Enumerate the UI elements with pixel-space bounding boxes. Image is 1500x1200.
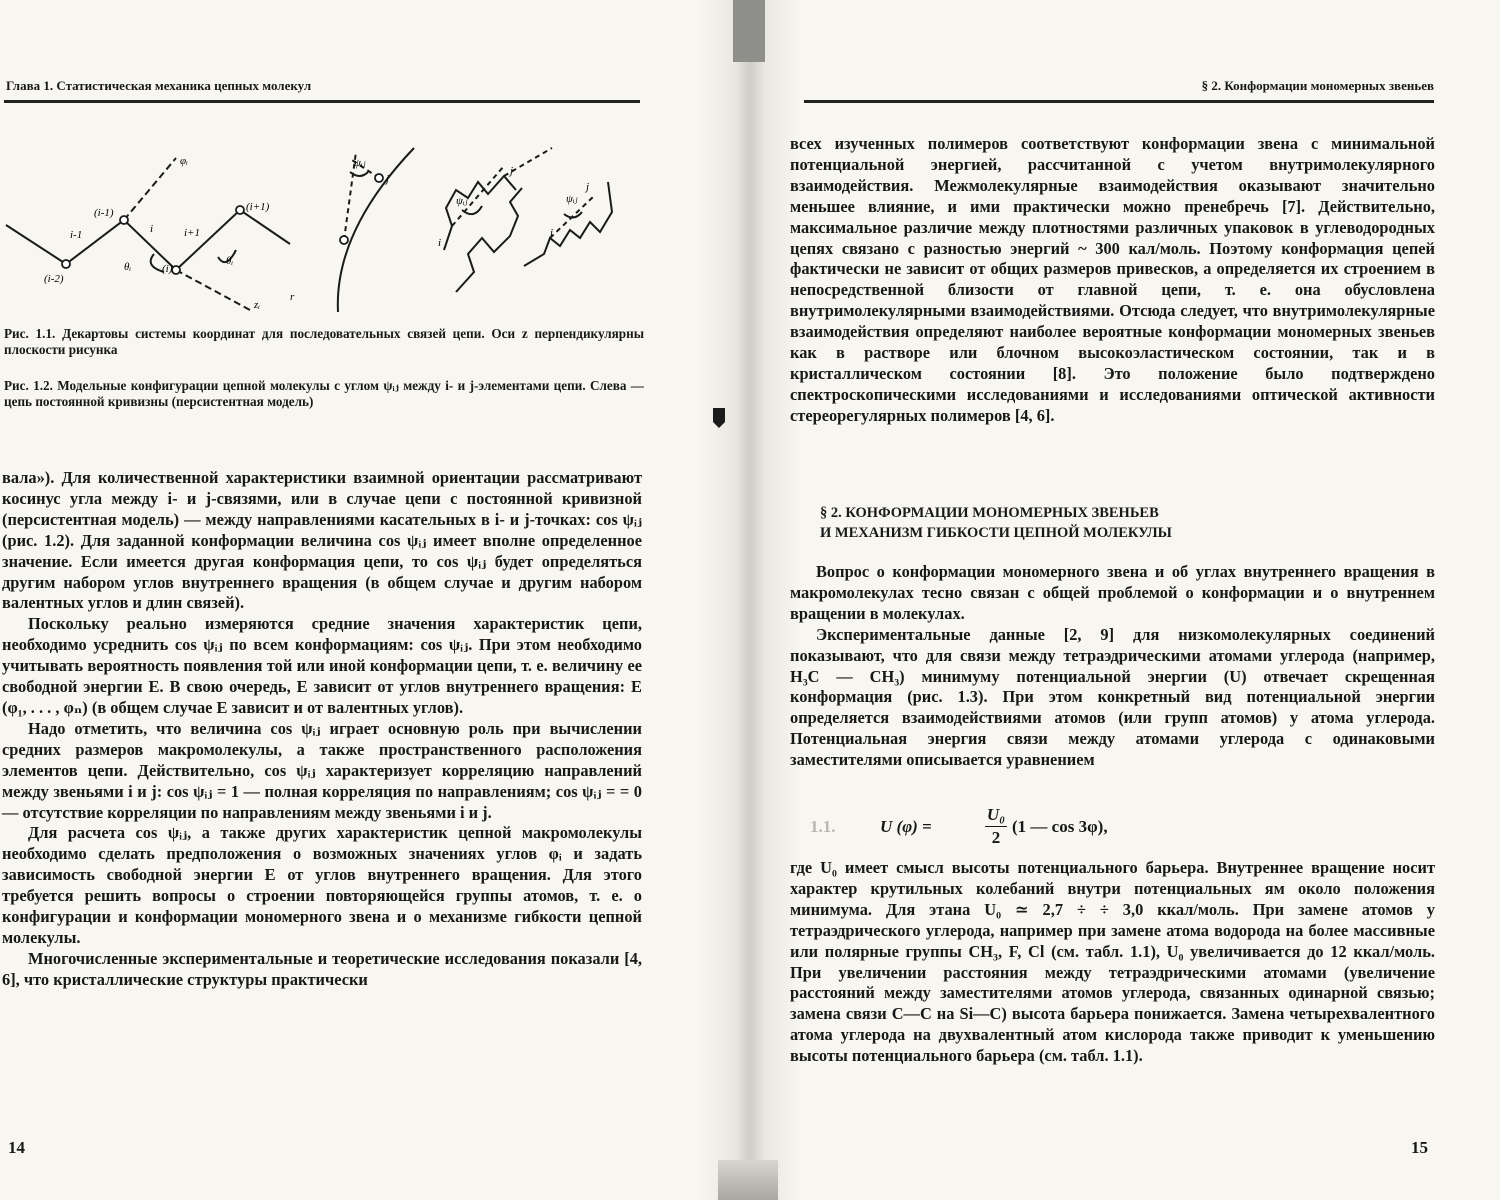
book-gutter bbox=[700, 0, 800, 1200]
gutter-shadow-bottom bbox=[718, 1160, 778, 1200]
right-body-text-middle bbox=[790, 562, 1435, 771]
left-page bbox=[0, 0, 700, 1200]
left-paragraph-2: Поскольку реально измеряются средние значения характеристик цепи, необходимо усреднить cos ψᵢⱼ по всем конформациям: cos ψᵢⱼ. При этом необходимо учитывать вероятность появления той или иной конформации цепи, т. е. величину ее свободной энергии E. В свою очередь, E зависит от углов внутреннего вращения: E (φ₁, . . . , φₙ) (в общем случае E зависит и от валентных углов). bbox=[2, 614, 642, 717]
label-i-minus-1-node: (i-1) bbox=[94, 207, 114, 219]
right-paragraph-1: Вопрос о конформации мономерного звена и об углах внутреннего вращения в макромолекулах тесно связан с общей проблемой о конформации и о внутреннем вращении в молекулах. bbox=[790, 562, 1435, 623]
equation-fraction bbox=[985, 804, 1007, 849]
label-theta-i-left: θᵢ bbox=[124, 261, 132, 273]
right-paragraph-2: Экспериментальные данные [2, 9] для низкомолекулярных соединений показывают, что для связи между тетраэдрическими атомами углерода (например, H₃C — CH₃) минимуму потенциальной энергии (U) отвечает скрещенная конформация (рис. 1.3). При этом конкретный вид потенциальной энергии определяется взаимодействиями атомов (или групп атомов) у атома углерода. Потенциальная энергия связи между атомами углерода с одинаковыми заместителями описывается уравнением bbox=[790, 624, 1435, 770]
left-page-number: 14 bbox=[8, 1138, 25, 1157]
equation-rhs: (1 — cos 3φ), bbox=[1012, 817, 1108, 836]
left-paragraph-5: Многочисленные экспериментальные и теоретические исследования показали [4, 6], что кристаллические структуры практически bbox=[2, 948, 642, 989]
equation-denominator: 2 bbox=[991, 828, 1001, 847]
left-paragraph-3: Надо отметить, что величина cos ψᵢⱼ играет основную роль при вычислении средних размеров макромолекулы, а также пространственного расположения элементов цепи. Действительно, cos ψᵢⱼ характеризует корреляцию направлений между звеньями i и j: cos ψᵢⱼ = 1 — полная корреляция по направлениям; cos ψᵢⱼ = = 0 — отсутствие корреляции по направлениям между звеньями i и j. bbox=[2, 718, 642, 822]
label-z-i: zᵢ bbox=[254, 299, 261, 311]
right-paragraph-bottom: где U₀ имеет смысл высоты потенциального барьера. Внутреннее вращение носит характер крутильных колебаний внутри потенциальных ям около положения минимума. Для этана U₀ ≃ 2,7 ÷ ÷ 3,0 ккал/моль. При замене атомов у тетраэдрического углерода, например при замене атома водорода на более массивные или полярные группы CH₃, F, Cl (см. табл. 1.1), U₀ увеличивается до 12 ккал/моль. При увеличении расстояния между тетраэдрическими атомами (увеличение расстояний между заместителями атомов углерода, связанных одинарной связью; замена связи C—C на Si—C) высота барьера понижается. Замена четырехвалентного атома углерода на двухвалентный атом кислорода также приводит к уменьшению высоты потенциального барьера (см. табл. 1.1). bbox=[790, 858, 1435, 1066]
label-j-1: j bbox=[386, 173, 390, 185]
right-header-rule bbox=[804, 100, 1434, 103]
right-body-text-top bbox=[790, 134, 1435, 427]
left-paragraph-4: Для расчета cos ψᵢⱼ, а также других характеристик цепной макромолекулы необходимо сделать предположения о возможных значениях углов φᵢ и задать зависимость свободной энергии E от углов внутреннего вращения. Для этого требуется решить вопросы о строении повторяющейся группы атомов, т. е. о конфигурации и конформации мономерного звена и о механизме гибкости цепной молекулы. bbox=[2, 823, 642, 947]
label-j-3: j bbox=[586, 181, 590, 193]
caption-fig-1-2: Рис. 1.2. Модельные конфигурации цепной молекулы с углом ψᵢⱼ между i- и j-элементами цепи. Слева — цепь постоянной кривизны (персистентная модель) bbox=[4, 378, 644, 409]
label-psi-ij-2: ψᵢⱼ bbox=[456, 195, 468, 207]
label-i-plus-1: (i+1) bbox=[246, 201, 270, 213]
label-i-minus-2: (i-2) bbox=[44, 273, 64, 285]
label-i-paren: (i) bbox=[162, 263, 173, 275]
fig-1-2-node-j bbox=[375, 174, 383, 182]
gutter-shadow-top bbox=[733, 0, 765, 62]
caption-fig-1-1: Рис. 1.1. Декартовы системы координат для последовательных связей цепи. Оси z перпендикулярны плоскости рисунка bbox=[4, 326, 644, 357]
section-title-line-1: § 2. КОНФОРМАЦИИ МОНОМЕРНЫХ ЗВЕНЬЕВ bbox=[820, 505, 1159, 521]
right-page-number: 15 bbox=[1411, 1138, 1428, 1157]
left-body-text bbox=[2, 468, 642, 991]
section-title-line-2: И МЕХАНИЗМ ГИБКОСТИ ЦЕПНОЙ МОЛЕКУЛЫ bbox=[820, 525, 1172, 541]
label-j-2: j bbox=[510, 165, 514, 177]
label-psi-ij-1: ψᵢⱼ bbox=[354, 157, 366, 169]
equation-numerator: U₀ bbox=[985, 804, 1007, 827]
equation-1-1 bbox=[810, 804, 1210, 858]
fig-1-2-node-i bbox=[340, 236, 348, 244]
label-seg-i-minus-1: i-1 bbox=[70, 229, 83, 241]
equation-lhs: U (φ) = bbox=[880, 817, 932, 836]
section-title bbox=[820, 503, 1172, 543]
label-r: r bbox=[290, 291, 295, 303]
figure-1-1-and-1-2 bbox=[4, 142, 644, 317]
left-paragraph-1: вала»). Для количественной характеристики взаимной ориентации рассматривают косинус угла между i- и j-связями, или в случае цепи с постоянной кривизной (персистентная модель) — между направлениями касательных в i- и j-точках: cos ψᵢⱼ (рис. 1.2). Для заданной конформации величина cos ψᵢⱼ имеет вполне определенное значение. Если имеется другая конформация цепи, то cos ψᵢⱼ будет определяться другим набором углов внутреннего вращения (в общем случае и другим набором валентных углов и длин связей). bbox=[2, 468, 642, 613]
label-theta-i-right: θᵢ bbox=[226, 255, 234, 267]
label-psi-ij-3: ψᵢⱼ bbox=[566, 193, 578, 205]
label-i: i bbox=[150, 223, 154, 235]
fig-1-2-persistent-chain bbox=[338, 148, 414, 312]
right-page bbox=[790, 0, 1500, 1200]
right-paragraph-top: всех изученных полимеров соответствуют конформации звена с минимальной потенциальной энергией, рассчитанной с учетом внутримолекулярного взаимодействия. Межмолекулярные взаимодействия оказывают значительно меньшее влияние, и ими практически можно пренебречь [7]. Действительно, максимальное различие между плотностями различных упаковок в углеводородных цепях связано с разностью энергий ~ 300 кал/моль. Поэтому конформация цепей фактически не зависит от общих размеров привесков, а определяется их строением в непосредственной близости от главной цепи, т. е. она обусловлена внутримолекулярными взаимодействиями. Отсюда следует, что внутримолекулярные взаимодействия определяют наиболее вероятные конформации мономерных звеньев как в растворе или блочном высокоэластическом состоянии, так и в кристаллическом состоянии [8]. Это положение было подтверждено спектроскопическими исследованиями и исследованиями оптической активности стереорегулярных полимеров [4, 6]. bbox=[790, 134, 1435, 425]
fig-1-1-nodes bbox=[62, 206, 244, 274]
label-i-2: i bbox=[438, 237, 442, 249]
label-seg-i-plus-1: i+1 bbox=[184, 227, 200, 239]
label-phi-i: φᵢ bbox=[180, 155, 188, 167]
left-header-rule bbox=[4, 100, 640, 103]
fig-1-1-chain bbox=[6, 158, 290, 310]
right-body-text-bottom bbox=[790, 858, 1435, 1067]
fig-1-2-zigzag-chains bbox=[444, 148, 612, 292]
label-i-3: i bbox=[550, 227, 554, 239]
right-running-header: § 2. Конформации мономерных звеньев bbox=[1201, 78, 1434, 93]
equation-number: 1.1. bbox=[810, 817, 836, 836]
left-running-header: Глава 1. Статистическая механика цепных молекул bbox=[6, 78, 312, 93]
